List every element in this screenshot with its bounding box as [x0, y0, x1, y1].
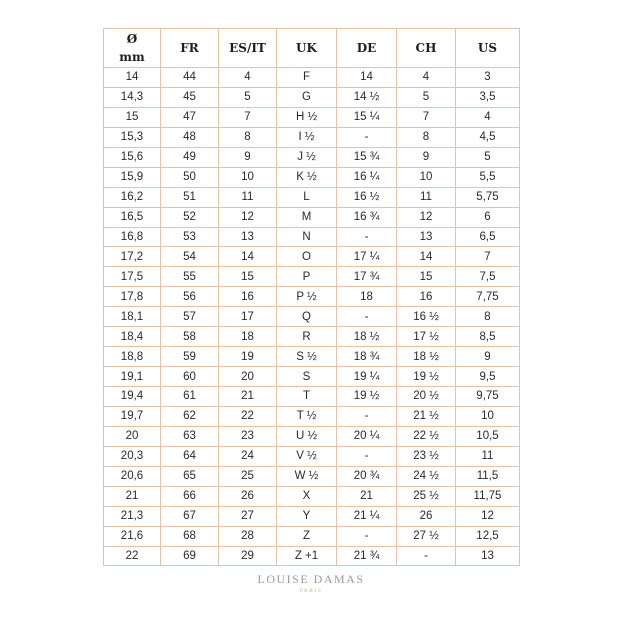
table-row	[104, 486, 520, 506]
cell-es-it: 11	[219, 187, 277, 207]
header-diameter-unit: mm	[119, 50, 145, 64]
cell-diameter: 19,4	[104, 387, 161, 407]
cell-fr: 51	[161, 187, 219, 207]
header-row	[104, 29, 520, 68]
cell-fr: 57	[161, 307, 219, 327]
cell-fr: 48	[161, 127, 219, 147]
cell-de: 20 ¼	[337, 426, 397, 446]
header-es-it: ES/IT	[219, 29, 277, 68]
cell-diameter: 18,8	[104, 347, 161, 367]
cell-ch: 21 ½	[397, 406, 456, 426]
cell-fr: 52	[161, 207, 219, 227]
cell-ch: 7	[397, 107, 456, 127]
cell-uk: Q	[277, 307, 337, 327]
cell-es-it: 27	[219, 506, 277, 526]
cell-diameter: 21,6	[104, 526, 161, 546]
cell-es-it: 20	[219, 367, 277, 387]
cell-de: -	[337, 127, 397, 147]
table-row	[104, 267, 520, 287]
cell-diameter: 19,1	[104, 367, 161, 387]
cell-uk: P ½	[277, 287, 337, 307]
table-row	[104, 247, 520, 267]
cell-diameter: 20,6	[104, 466, 161, 486]
cell-ch: 22 ½	[397, 426, 456, 446]
cell-es-it: 15	[219, 267, 277, 287]
cell-de: 15 ¾	[337, 147, 397, 167]
cell-diameter: 14,3	[104, 87, 161, 107]
cell-es-it: 8	[219, 127, 277, 147]
cell-us: 6	[456, 207, 520, 227]
cell-de: 20 ¾	[337, 466, 397, 486]
brand-city: PARIS	[299, 588, 323, 594]
cell-uk: G	[277, 87, 337, 107]
table-row	[104, 207, 520, 227]
cell-us: 9,5	[456, 367, 520, 387]
cell-us: 3	[456, 68, 520, 88]
cell-de: -	[337, 227, 397, 247]
cell-uk: U ½	[277, 426, 337, 446]
table-row	[104, 307, 520, 327]
cell-fr: 68	[161, 526, 219, 546]
ring-size-table	[103, 28, 520, 566]
cell-diameter: 18,4	[104, 327, 161, 347]
cell-uk: P	[277, 267, 337, 287]
cell-fr: 60	[161, 367, 219, 387]
cell-de: 15 ¼	[337, 107, 397, 127]
table-row	[104, 387, 520, 407]
cell-uk: Y	[277, 506, 337, 526]
cell-ch: 13	[397, 227, 456, 247]
table-row	[104, 287, 520, 307]
ring-size-table-container	[103, 28, 519, 566]
cell-diameter: 20,3	[104, 446, 161, 466]
cell-diameter: 22	[104, 546, 161, 566]
cell-us: 13	[456, 546, 520, 566]
cell-us: 7,75	[456, 287, 520, 307]
cell-ch: 14	[397, 247, 456, 267]
table-row	[104, 367, 520, 387]
cell-fr: 45	[161, 87, 219, 107]
cell-uk: K ½	[277, 167, 337, 187]
cell-de: 21	[337, 486, 397, 506]
cell-diameter: 18,1	[104, 307, 161, 327]
cell-fr: 67	[161, 506, 219, 526]
cell-us: 10	[456, 406, 520, 426]
cell-uk: F	[277, 68, 337, 88]
cell-es-it: 29	[219, 546, 277, 566]
cell-us: 7,5	[456, 267, 520, 287]
cell-fr: 58	[161, 327, 219, 347]
cell-fr: 61	[161, 387, 219, 407]
table-row	[104, 127, 520, 147]
cell-es-it: 25	[219, 466, 277, 486]
cell-de: -	[337, 446, 397, 466]
header-diameter-symbol: Ø	[126, 32, 138, 46]
cell-de: 18 ¾	[337, 347, 397, 367]
cell-ch: 19 ½	[397, 367, 456, 387]
cell-es-it: 4	[219, 68, 277, 88]
header-de: DE	[337, 29, 397, 68]
cell-uk: I ½	[277, 127, 337, 147]
cell-us: 5,5	[456, 167, 520, 187]
table-row	[104, 446, 520, 466]
cell-us: 5,75	[456, 187, 520, 207]
cell-ch: 20 ½	[397, 387, 456, 407]
cell-de: 19 ¼	[337, 367, 397, 387]
table-row	[104, 466, 520, 486]
cell-de: -	[337, 526, 397, 546]
cell-ch: 5	[397, 87, 456, 107]
cell-fr: 69	[161, 546, 219, 566]
cell-diameter: 21,3	[104, 506, 161, 526]
cell-es-it: 23	[219, 426, 277, 446]
cell-de: 16 ½	[337, 187, 397, 207]
cell-uk: Z	[277, 526, 337, 546]
brand-logo	[0, 572, 622, 594]
cell-fr: 65	[161, 466, 219, 486]
cell-uk: J ½	[277, 147, 337, 167]
cell-uk: O	[277, 247, 337, 267]
cell-us: 3,5	[456, 87, 520, 107]
cell-fr: 53	[161, 227, 219, 247]
table-row	[104, 187, 520, 207]
cell-es-it: 17	[219, 307, 277, 327]
header-ch: CH	[397, 29, 456, 68]
cell-uk: W ½	[277, 466, 337, 486]
cell-fr: 54	[161, 247, 219, 267]
cell-fr: 50	[161, 167, 219, 187]
cell-fr: 64	[161, 446, 219, 466]
cell-ch: 27 ½	[397, 526, 456, 546]
cell-ch: 24 ½	[397, 466, 456, 486]
cell-de: 17 ¾	[337, 267, 397, 287]
cell-ch: 18 ½	[397, 347, 456, 367]
cell-es-it: 21	[219, 387, 277, 407]
cell-ch: 11	[397, 187, 456, 207]
cell-ch: 25 ½	[397, 486, 456, 506]
cell-ch: 10	[397, 167, 456, 187]
cell-us: 8,5	[456, 327, 520, 347]
cell-us: 11,5	[456, 466, 520, 486]
cell-es-it: 28	[219, 526, 277, 546]
cell-uk: H ½	[277, 107, 337, 127]
cell-de: 14	[337, 68, 397, 88]
cell-us: 11	[456, 446, 520, 466]
cell-uk: V ½	[277, 446, 337, 466]
table-row	[104, 426, 520, 446]
header-uk: UK	[277, 29, 337, 68]
cell-es-it: 24	[219, 446, 277, 466]
cell-fr: 63	[161, 426, 219, 446]
cell-diameter: 21	[104, 486, 161, 506]
cell-fr: 47	[161, 107, 219, 127]
cell-de: 19 ½	[337, 387, 397, 407]
table-row	[104, 327, 520, 347]
cell-fr: 49	[161, 147, 219, 167]
cell-de: 21 ¼	[337, 506, 397, 526]
cell-uk: L	[277, 187, 337, 207]
table-row	[104, 526, 520, 546]
cell-uk: R	[277, 327, 337, 347]
table-row	[104, 87, 520, 107]
cell-de: 16 ¼	[337, 167, 397, 187]
brand-name: LOUISE DAMAS	[257, 572, 365, 586]
header-fr: FR	[161, 29, 219, 68]
cell-us: 4	[456, 107, 520, 127]
cell-es-it: 26	[219, 486, 277, 506]
table-row	[104, 107, 520, 127]
table-row	[104, 506, 520, 526]
cell-uk: S ½	[277, 347, 337, 367]
cell-de: -	[337, 406, 397, 426]
table-row	[104, 227, 520, 247]
cell-ch: 15	[397, 267, 456, 287]
cell-diameter: 15,9	[104, 167, 161, 187]
cell-uk: Z +1	[277, 546, 337, 566]
cell-ch: 17 ½	[397, 327, 456, 347]
cell-diameter: 15	[104, 107, 161, 127]
cell-fr: 59	[161, 347, 219, 367]
cell-ch: 23 ½	[397, 446, 456, 466]
cell-us: 9,75	[456, 387, 520, 407]
cell-diameter: 15,6	[104, 147, 161, 167]
cell-fr: 56	[161, 287, 219, 307]
header-diameter	[104, 29, 161, 68]
cell-es-it: 12	[219, 207, 277, 227]
cell-us: 12,5	[456, 526, 520, 546]
cell-de: 18	[337, 287, 397, 307]
cell-diameter: 16,5	[104, 207, 161, 227]
cell-us: 9	[456, 347, 520, 367]
table-body	[104, 68, 520, 566]
cell-diameter: 17,5	[104, 267, 161, 287]
cell-uk: T ½	[277, 406, 337, 426]
cell-uk: X	[277, 486, 337, 506]
cell-de: 16 ¾	[337, 207, 397, 227]
cell-es-it: 9	[219, 147, 277, 167]
cell-us: 8	[456, 307, 520, 327]
table-row	[104, 347, 520, 367]
cell-diameter: 17,8	[104, 287, 161, 307]
cell-ch: 12	[397, 207, 456, 227]
cell-fr: 44	[161, 68, 219, 88]
cell-ch: 9	[397, 147, 456, 167]
cell-diameter: 14	[104, 68, 161, 88]
cell-de: 17 ¼	[337, 247, 397, 267]
table-row	[104, 167, 520, 187]
table-row	[104, 68, 520, 88]
cell-diameter: 19,7	[104, 406, 161, 426]
cell-ch: 16 ½	[397, 307, 456, 327]
cell-es-it: 22	[219, 406, 277, 426]
cell-us: 11,75	[456, 486, 520, 506]
cell-es-it: 19	[219, 347, 277, 367]
cell-diameter: 15,3	[104, 127, 161, 147]
cell-fr: 55	[161, 267, 219, 287]
cell-us: 5	[456, 147, 520, 167]
cell-us: 10,5	[456, 426, 520, 446]
cell-us: 6,5	[456, 227, 520, 247]
cell-ch: 4	[397, 68, 456, 88]
cell-diameter: 16,8	[104, 227, 161, 247]
cell-diameter: 20	[104, 426, 161, 446]
cell-diameter: 17,2	[104, 247, 161, 267]
cell-de: 14 ½	[337, 87, 397, 107]
cell-uk: T	[277, 387, 337, 407]
cell-es-it: 7	[219, 107, 277, 127]
cell-fr: 62	[161, 406, 219, 426]
cell-us: 7	[456, 247, 520, 267]
cell-fr: 66	[161, 486, 219, 506]
cell-uk: S	[277, 367, 337, 387]
cell-us: 4,5	[456, 127, 520, 147]
cell-uk: M	[277, 207, 337, 227]
cell-diameter: 16,2	[104, 187, 161, 207]
cell-ch: 16	[397, 287, 456, 307]
cell-es-it: 5	[219, 87, 277, 107]
cell-es-it: 13	[219, 227, 277, 247]
cell-ch: 8	[397, 127, 456, 147]
cell-es-it: 16	[219, 287, 277, 307]
cell-es-it: 10	[219, 167, 277, 187]
header-us: US	[456, 29, 520, 68]
cell-uk: N	[277, 227, 337, 247]
table-row	[104, 147, 520, 167]
cell-ch: -	[397, 546, 456, 566]
table-row	[104, 546, 520, 566]
cell-ch: 26	[397, 506, 456, 526]
cell-de: 18 ½	[337, 327, 397, 347]
cell-us: 12	[456, 506, 520, 526]
cell-de: -	[337, 307, 397, 327]
table-row	[104, 406, 520, 426]
cell-de: 21 ¾	[337, 546, 397, 566]
cell-es-it: 18	[219, 327, 277, 347]
cell-es-it: 14	[219, 247, 277, 267]
